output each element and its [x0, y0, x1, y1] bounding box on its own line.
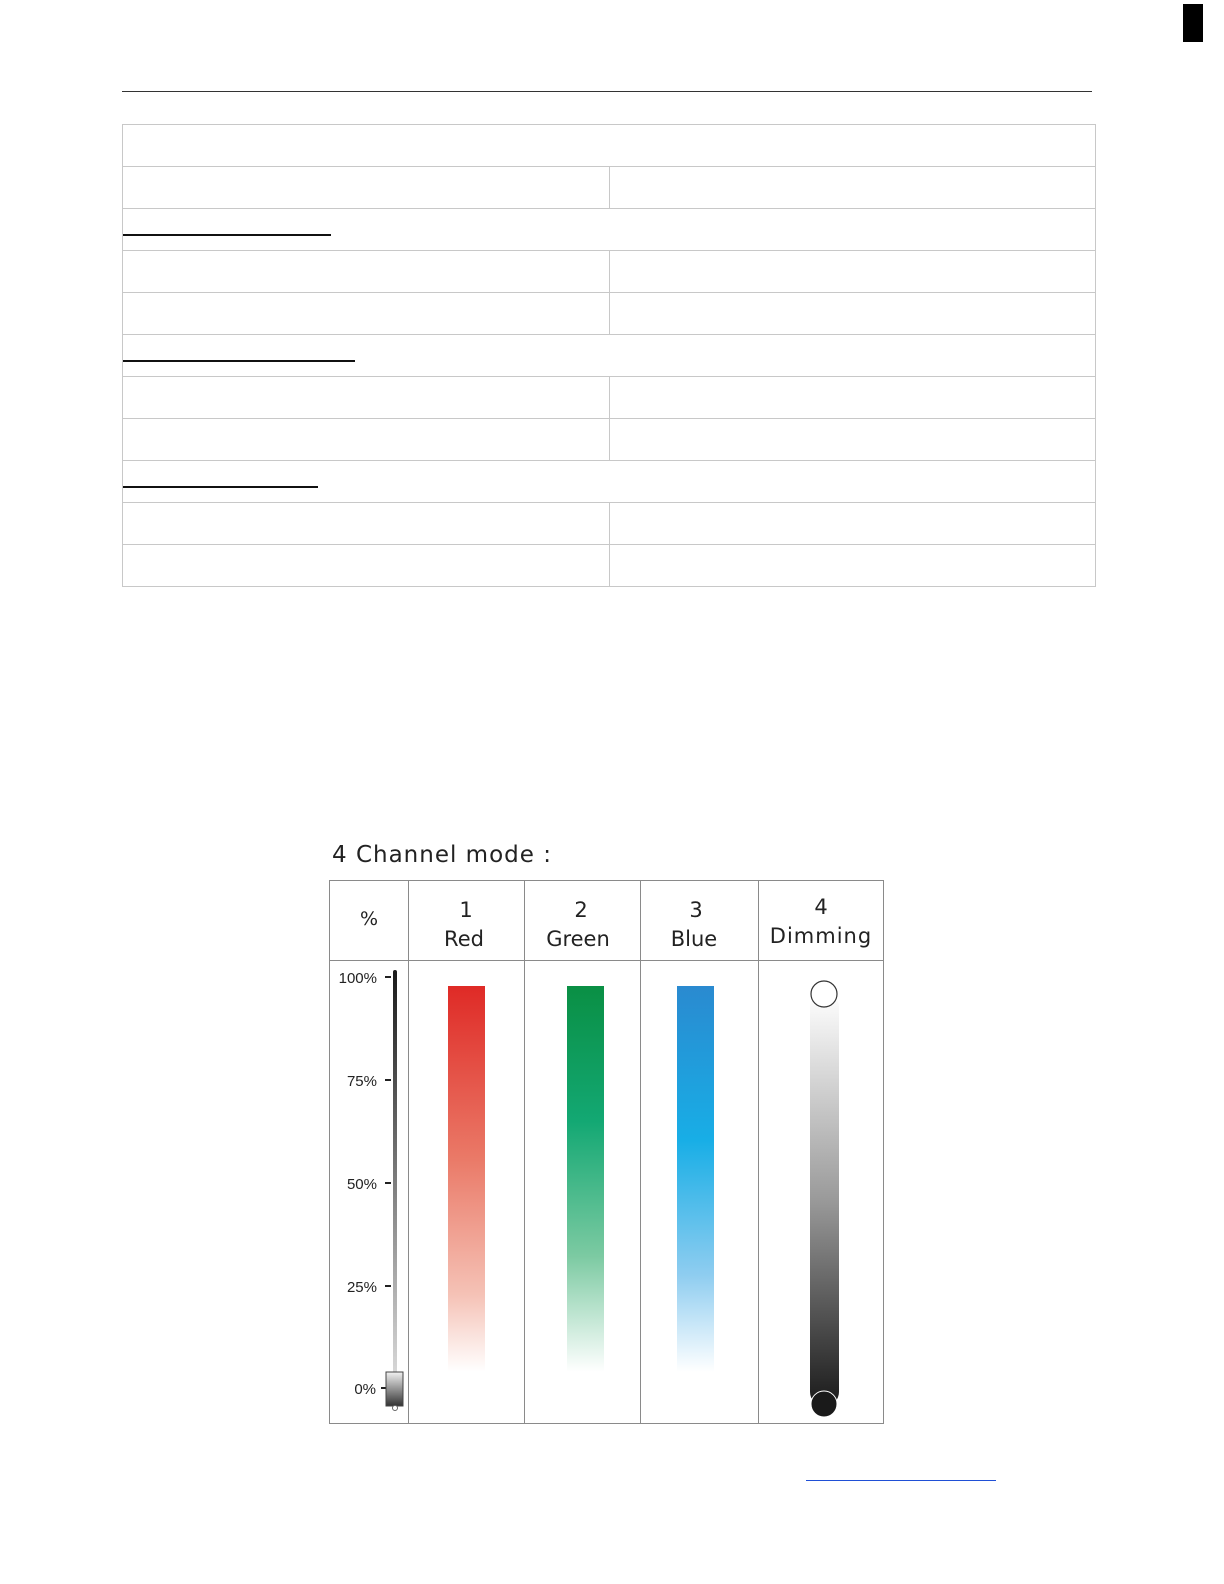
channel-number: 1 — [459, 898, 473, 922]
channel-number: 4 — [814, 895, 828, 919]
table-row — [123, 251, 1096, 293]
table-value-cell — [609, 293, 1096, 335]
dmx-channel-chart — [329, 880, 884, 1424]
table-key-cell — [123, 293, 610, 335]
section-heading-underline — [123, 486, 318, 488]
table-cell — [123, 125, 1096, 167]
table-value-cell — [609, 545, 1096, 587]
section-heading-underline — [123, 234, 331, 236]
dimming-min-knob — [811, 1391, 837, 1417]
green-channel-bar — [567, 986, 604, 1372]
scale-label-50: 50% — [346, 1176, 377, 1193]
section-header-cell — [123, 209, 1096, 251]
table-row — [123, 125, 1096, 167]
table-row — [123, 545, 1096, 587]
table-value-cell — [609, 419, 1096, 461]
channel-headers — [444, 895, 872, 951]
table-row — [123, 293, 1096, 335]
scale-ticks — [381, 977, 391, 1388]
channel-number: 2 — [574, 898, 588, 922]
table-value-cell — [609, 377, 1096, 419]
table-key-cell — [123, 419, 610, 461]
dimming-channel-bar — [810, 993, 839, 1406]
section-heading-underline — [123, 360, 355, 362]
scale-label-25: 25% — [346, 1279, 377, 1296]
scale-label-0: 0% — [354, 1381, 376, 1398]
dmx-mode-title: 4 Channel mode : — [332, 842, 552, 868]
section-header-cell — [123, 335, 1096, 377]
table-row — [123, 167, 1096, 209]
table-key-cell — [123, 545, 610, 587]
channel-name: Blue — [670, 927, 718, 951]
blue-channel-bar — [677, 986, 714, 1372]
scale-label-75: 75% — [346, 1073, 377, 1090]
footer-link[interactable] — [806, 1468, 996, 1481]
percent-header: % — [359, 908, 379, 930]
table-key-cell — [123, 377, 610, 419]
table-key-cell — [123, 251, 610, 293]
table-key-cell — [123, 503, 610, 545]
table-row — [123, 503, 1096, 545]
section-header-cell — [123, 461, 1096, 503]
table-value-cell — [609, 503, 1096, 545]
scale-labels — [339, 970, 377, 1398]
page-number-block — [1183, 4, 1203, 42]
red-channel-bar — [448, 986, 485, 1372]
channel-name: Red — [444, 927, 484, 951]
header-rule — [122, 91, 1092, 92]
table-value-cell — [609, 167, 1096, 209]
table-row — [123, 461, 1096, 503]
scale-bar — [393, 970, 397, 1406]
table-value-cell — [609, 251, 1096, 293]
dimming-max-knob — [811, 981, 837, 1007]
scale-label-100: 100% — [338, 970, 377, 987]
table-row — [123, 377, 1096, 419]
chart-grid — [329, 880, 884, 1424]
scale-slider-knob — [386, 1372, 403, 1406]
channel-name: Dimming — [769, 924, 873, 948]
table-row — [123, 335, 1096, 377]
channel-number: 3 — [689, 898, 703, 922]
table-row — [123, 209, 1096, 251]
table-key-cell — [123, 167, 610, 209]
table-row — [123, 419, 1096, 461]
channel-name: Green — [546, 927, 610, 951]
spec-table — [122, 124, 1096, 587]
scale-slider-end — [393, 1406, 398, 1411]
